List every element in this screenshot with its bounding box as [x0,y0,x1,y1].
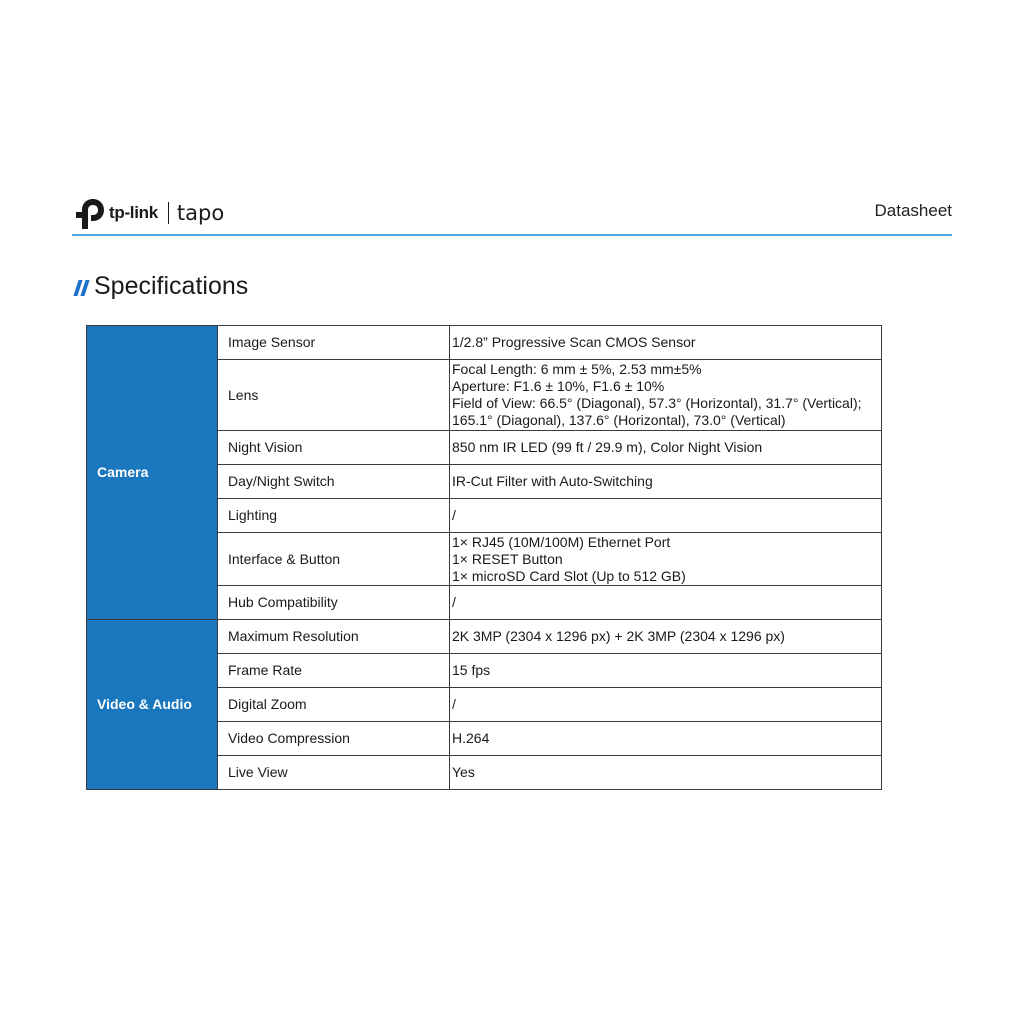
specifications-table [86,325,882,790]
tp-link-wordmark: tp-link [109,203,158,222]
table-row [87,620,882,654]
spec-name: Night Vision [218,431,450,465]
spec-name: Day/Night Switch [218,465,450,499]
spec-name: Lens [218,360,450,431]
spec-name: Image Sensor [218,326,450,360]
spec-value: Focal Length: 6 mm ± 5%, 2.53 mm±5% Aperture: F1.6 ± 10%, F1.6 ± 10% Field of View: 66.5° (Diagonal), 57.3° (Horizontal), 31.7° (Vertical); 165.1° (Diagonal), 137.6° (Horizontal), 73.0° (Vertical) [450,360,882,431]
spec-name: Live View [218,756,450,790]
spec-name: Digital Zoom [218,688,450,722]
spec-name: Hub Compatibility [218,586,450,620]
header-rule [72,234,952,236]
spec-value: 1× RJ45 (10M/100M) Ethernet Port 1× RESET Button 1× microSD Card Slot (Up to 512 GB) [450,533,882,586]
page-header [72,193,952,237]
section-title: Specifications [94,272,249,300]
spec-name: Maximum Resolution [218,620,450,654]
spec-value: / [450,586,882,620]
spec-name: Interface & Button [218,533,450,586]
spec-value: 850 nm IR LED (99 ft / 29.9 m), Color Night Vision [450,431,882,465]
spec-value: 1/2.8” Progressive Scan CMOS Sensor [450,326,882,360]
spec-name: Video Compression [218,722,450,756]
spec-name: Frame Rate [218,654,450,688]
category-video-audio: Video & Audio [87,620,218,790]
section-marker-icon [74,278,90,296]
spec-value: IR-Cut Filter with Auto-Switching [450,465,882,499]
spec-name: Lighting [218,499,450,533]
tp-link-logo-icon [72,196,106,230]
spec-value: / [450,688,882,722]
spec-value: Yes [450,756,882,790]
logo-divider [168,202,169,224]
document-type-label: Datasheet [874,201,952,220]
tapo-wordmark: tapo [176,201,225,225]
category-camera: Camera [87,326,218,620]
spec-value: 15 fps [450,654,882,688]
table-row [87,326,882,360]
section-heading [74,272,248,301]
spec-value: / [450,499,882,533]
spec-value: H.264 [450,722,882,756]
spec-value: 2K 3MP (2304 x 1296 px) + 2K 3MP (2304 x 1296 px) [450,620,882,654]
tp-link-tapo-logo [72,193,224,233]
